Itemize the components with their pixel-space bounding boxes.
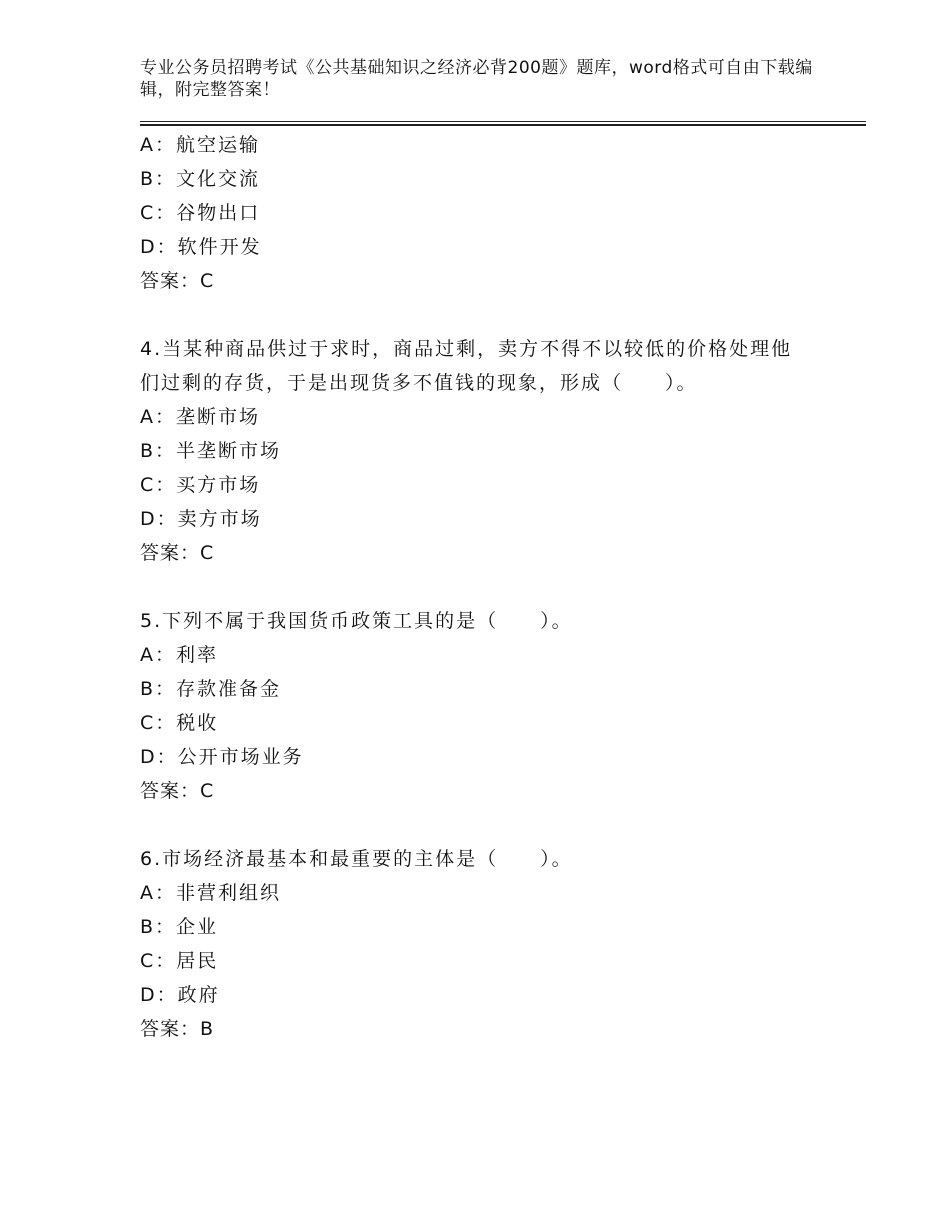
- option-c: C：谷物出口: [140, 202, 261, 224]
- answer: 答案：B: [140, 1018, 215, 1040]
- option-b: B：企业: [140, 916, 219, 938]
- option-b: B：半垄断市场: [140, 440, 282, 462]
- option-a: A：非营利组织: [140, 882, 281, 904]
- option-a: A：利率: [140, 644, 218, 666]
- spacer: [140, 808, 860, 842]
- question-stem: 6.市场经济最基本和最重要的主体是（ ）。: [140, 848, 573, 870]
- question-stem: 5.下列不属于我国货币政策工具的是（ ）。: [140, 610, 573, 632]
- question-5: [140, 604, 860, 808]
- answer: 答案：C: [140, 780, 215, 802]
- header-divider: [140, 121, 866, 126]
- option-c: C：税收: [140, 712, 219, 734]
- option-a: A：航空运输: [140, 134, 260, 156]
- option-c: C：居民: [140, 950, 219, 972]
- question-3: [140, 128, 860, 298]
- question-stem: 4.当某种商品供过于求时，商品过剩，卖方不得不以较低的价格处理他们过剩的存货，于是出现货多不值钱的现象，形成（ ）。: [140, 338, 793, 394]
- spacer: [140, 570, 860, 604]
- answer: 答案：C: [140, 270, 215, 292]
- option-d: D：卖方市场: [140, 508, 262, 530]
- page-header: 专业公务员招聘考试《公共基础知识之经济必背200题》题库，word格式可自由下载编辑，附完整答案！: [140, 58, 813, 100]
- question-6: [140, 842, 860, 1046]
- option-d: D：软件开发: [140, 236, 262, 258]
- question-list: [140, 128, 860, 1046]
- option-b: B：文化交流: [140, 168, 261, 190]
- spacer: [140, 298, 860, 332]
- question-4: [140, 332, 860, 570]
- answer: 答案：C: [140, 542, 215, 564]
- option-d: D：政府: [140, 984, 220, 1006]
- option-d: D：公开市场业务: [140, 746, 304, 768]
- option-b: B：存款准备金: [140, 678, 282, 700]
- option-a: A：垄断市场: [140, 406, 260, 428]
- option-c: C：买方市场: [140, 474, 261, 496]
